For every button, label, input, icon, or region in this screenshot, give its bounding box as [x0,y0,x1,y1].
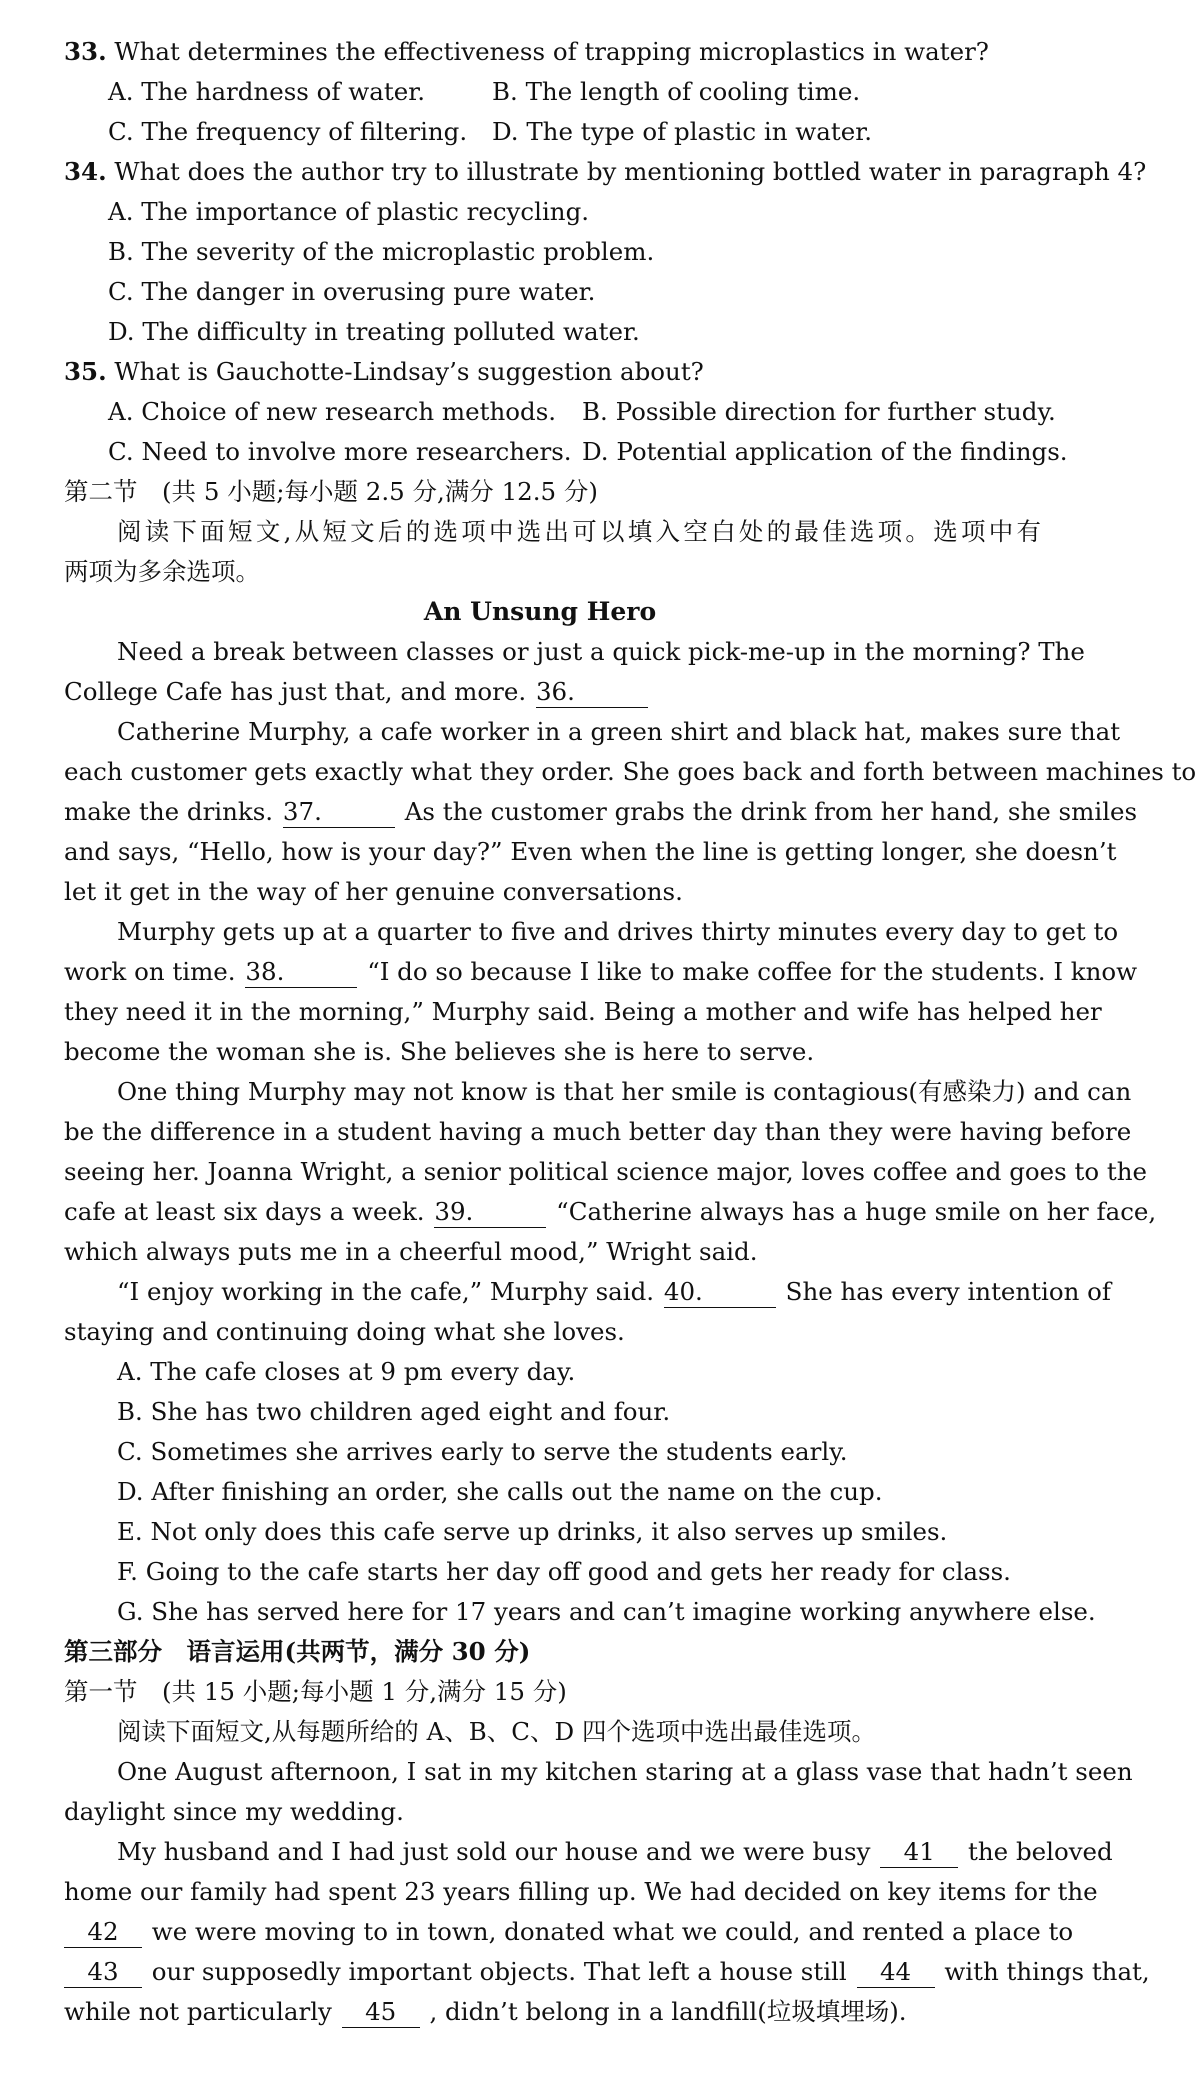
option-b: B. The severity of the microplastic problem. [108,237,655,266]
blank-43[interactable]: 43 [64,1957,142,1988]
paragraph-3-line-2 [64,952,1138,992]
paragraph-4-line-1: One thing Murphy may not know is that her smile is contagious(有感染力) and can [117,1077,1132,1106]
paragraph-2-line-4: and says, “Hello, how is your day?” Even when the line is getting longer, she doesn’t [64,837,1117,866]
option-a: A. The cafe closes at 9 pm every day. [117,1357,576,1386]
option-d: D. After finishing an order, she calls out the name on the cup. [117,1477,883,1506]
question-33 [64,32,1044,72]
paragraph-4-line-5: which always puts me in a cheerful mood,” Wright said. [64,1237,758,1266]
paragraph-text: She has every intention of [785,1277,1112,1306]
question-33-options-row-1 [64,72,1044,112]
question-number: 34. [64,157,107,186]
paragraph-text: make the drinks. [64,797,274,826]
paragraph-2-line-1: Catherine Murphy, a cafe worker in a green shirt and black hat, makes sure that [117,717,1121,746]
paragraph-5-line-1 [117,1272,1112,1312]
question-35-options-row-2 [64,432,1068,472]
paragraph-3-line-3: they need it in the morning,” Murphy said. Being a mother and wife has helped her [64,997,1102,1026]
paragraph-5-line-2: staying and continuing doing what she loves. [64,1317,625,1346]
question-number: 33. [64,37,107,66]
option-a: A. The hardness of water. [108,77,426,106]
question-34-option-a-row [64,192,1044,232]
paragraph-text: “I enjoy working in the cafe,” Murphy said. [117,1277,655,1306]
option-f: F. Going to the cafe starts her day off good and gets her ready for class. [117,1557,1011,1586]
paragraph-2-line-5: let it get in the way of her genuine conversations. [64,877,683,906]
paragraph-text: work on time. [64,957,236,986]
cloze-paragraph-2-line-5 [64,1992,1044,2032]
question-34 [64,152,1147,192]
paragraph-2-line-3 [64,792,1138,832]
option-g: G. She has served here for 17 years and can’t imagine working anywhere else. [117,1597,1096,1626]
option-b: B. She has two children aged eight and four. [117,1397,671,1426]
question-35-options-row-1 [64,392,1056,432]
cloze-paragraph-1-line-1: One August afternoon, I sat in my kitchen staring at a glass vase that hadn’t seen [117,1757,1133,1786]
blank-45[interactable]: 45 [342,1997,420,2028]
option-c: C. Need to involve more researchers. [108,437,572,466]
paragraph-text: our supposedly important objects. That left a house still [151,1957,847,1986]
option-e: E. Not only does this cafe serve up drinks, it also serves up smiles. [117,1517,948,1546]
paragraph-1-line-2 [64,672,1044,712]
question-number: 35. [64,357,107,386]
section-2-instructions-line-1: 阅读下面短文,从短文后的选项中选出可以填入空白处的最佳选项。选项中有 [117,517,1041,546]
paragraph-4-line-3: seeing her. Joanna Wright, a senior political science major, loves coffee and goes to the [64,1157,1148,1186]
question-stem: What is Gauchotte-Lindsay’s suggestion about? [114,357,704,386]
question-34-option-d-row [64,312,1044,352]
paragraph-3-line-1: Murphy gets up at a quarter to five and drives thirty minutes every day to get to [117,917,1119,946]
paragraph-4-line-4 [64,1192,1157,1232]
paragraph-1-line-1: Need a break between classes or just a quick pick-me-up in the morning? The [117,637,1085,666]
paragraph-text: My husband and I had just sold our house and we were busy [117,1837,871,1866]
cloze-paragraph-1-line-2: daylight since my wedding. [64,1797,404,1826]
option-d: D. Potential application of the findings. [582,437,1068,466]
section-2-instructions-line-2: 两项为多余选项。 [64,557,260,586]
option-a: A. Choice of new research methods. [108,397,557,426]
option-c: C. The danger in overusing pure water. [108,277,596,306]
paragraph-3-line-4: become the woman she is. She believes she is here to serve. [64,1037,815,1066]
blank-44[interactable]: 44 [857,1957,935,1988]
blank-36[interactable]: 36. [536,677,648,708]
option-d: D. The type of plastic in water. [492,117,873,146]
paragraph-2-line-2: each customer gets exactly what they order. She goes back and forth between machines to [64,757,1196,786]
part-3-section-1-heading: 第一节 (共 15 小题;每小题 1 分,满分 15 分) [64,1677,567,1706]
paragraph-text: As the customer grabs the drink from her hand, she smiles [404,797,1138,826]
option-c: C. The frequency of filtering. [108,117,468,146]
paragraph-text: while not particularly [64,1997,332,2026]
blank-38[interactable]: 38. [245,957,357,988]
question-stem: What determines the effectiveness of trapping microplastics in water? [114,37,989,66]
option-c: C. Sometimes she arrives early to serve the students early. [117,1437,848,1466]
part-3-instructions: 阅读下面短文,从每题所给的 A、B、C、D 四个选项中选出最佳选项。 [117,1717,876,1746]
paragraph-text: College Cafe has just that, and more. [64,677,527,706]
paragraph-text: the beloved [968,1837,1113,1866]
cloze-paragraph-2-line-4 [64,1952,1150,1992]
paragraph-text: with things that, [944,1957,1150,1986]
blank-41[interactable]: 41 [880,1837,958,1868]
cloze-paragraph-2-line-2: home our family had spent 23 years filling up. We had decided on key items for the [64,1877,1098,1906]
paragraph-text: “Catherine always has a huge smile on her face, [556,1197,1157,1226]
option-a: A. The importance of plastic recycling. [108,197,590,226]
blank-39[interactable]: 39. [434,1197,546,1228]
section-2-heading: 第二节 (共 5 小题;每小题 2.5 分,满分 12.5 分) [64,477,598,506]
part-3-heading: 第三部分 语言运用(共两节，满分 30 分) [64,1637,531,1666]
question-34-option-b-row [64,232,1044,272]
question-stem: What does the author try to illustrate by mentioning bottled water in paragraph 4? [114,157,1147,186]
paragraph-text: “I do so because I like to make coffee for the students. I know [367,957,1138,986]
paragraph-text: cafe at least six days a week. [64,1197,425,1226]
question-33-options-row-2 [64,112,1044,152]
blank-40[interactable]: 40. [664,1277,776,1308]
question-35 [64,352,1044,392]
option-b: B. The length of cooling time. [492,77,861,106]
blank-37[interactable]: 37. [283,797,395,828]
blank-42[interactable]: 42 [64,1917,142,1948]
paragraph-4-line-2: be the difference in a student having a much better day than they were having before [64,1117,1132,1146]
cloze-paragraph-2-line-3 [64,1912,1074,1952]
paragraph-text: , didn’t belong in a landfill(垃圾填埋场). [429,1997,907,2026]
question-34-option-c-row [64,272,1044,312]
cloze-paragraph-2-line-1 [117,1832,1113,1872]
option-b: B. Possible direction for further study. [582,397,1056,426]
passage-title: An Unsung Hero [423,597,657,626]
option-d: D. The difficulty in treating polluted water. [108,317,640,346]
paragraph-text: we were moving to in town, donated what we could, and rented a place to [151,1917,1074,1946]
